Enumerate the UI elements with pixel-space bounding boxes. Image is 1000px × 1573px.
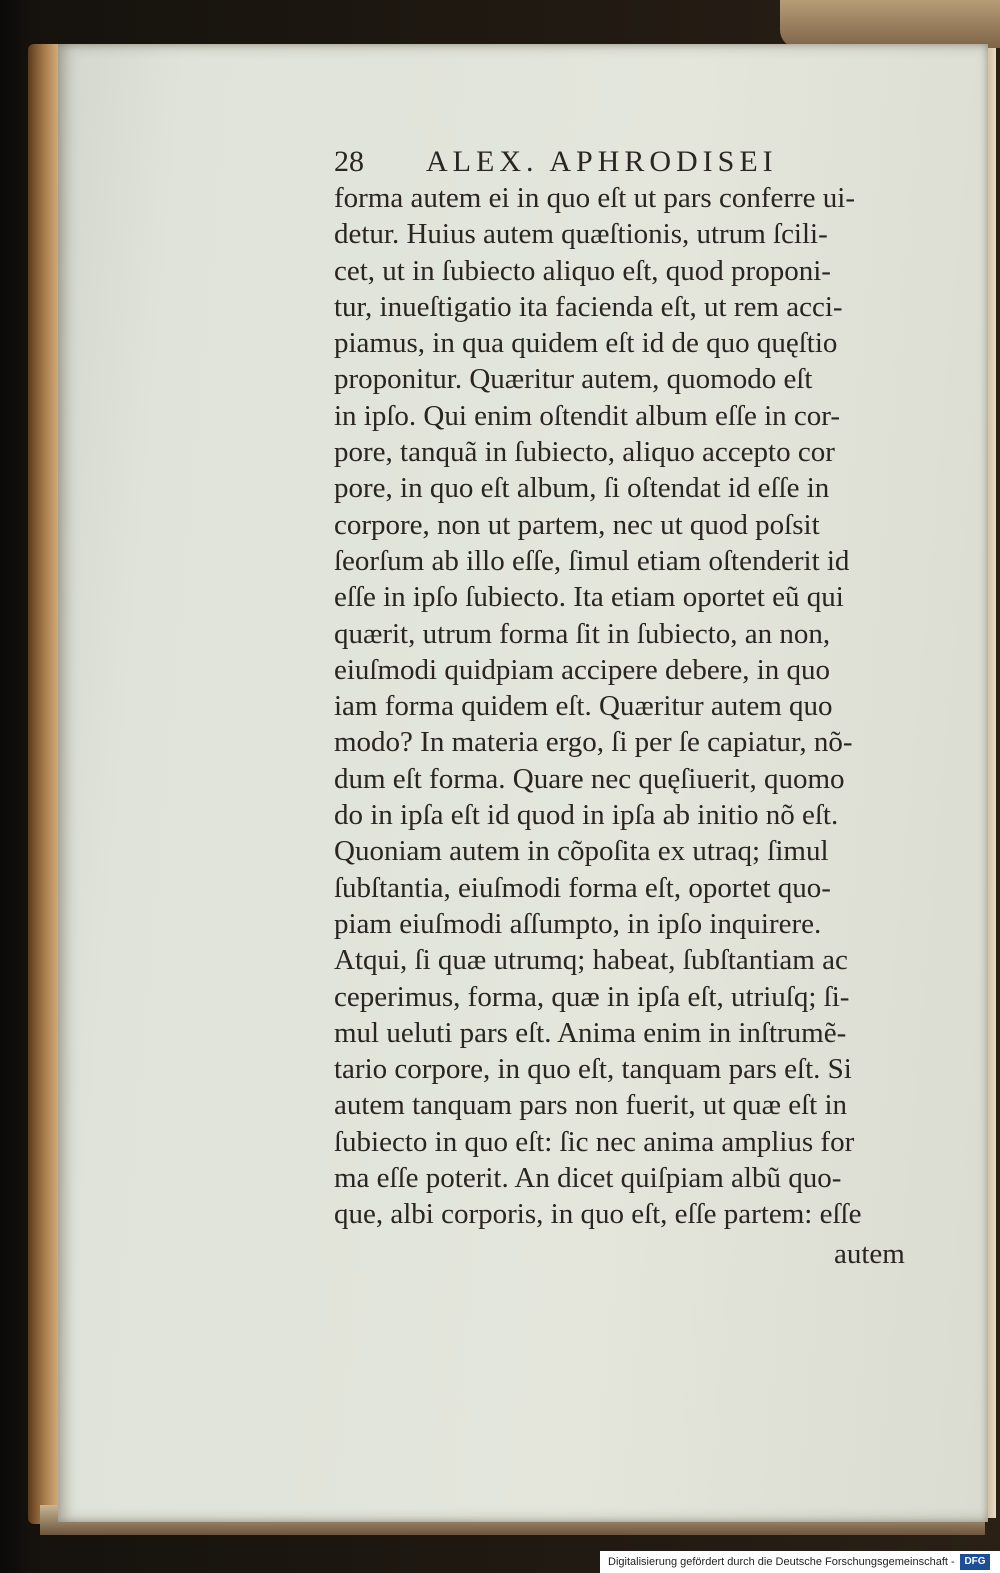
text-line: ceperimus, forma, quæ in ipſa eſt, utriuſq; ſi- (334, 980, 850, 1013)
catchword: autem (834, 1238, 905, 1270)
main-text-block (334, 180, 928, 1233)
text-line: do in ipſa eſt id quod in ipſa ab initio nõ eſt. (334, 799, 839, 832)
text-line: ſeorſum ab illo eſſe, ſimul etiam oſtenderit id (334, 544, 850, 577)
text-line: autem tanquam pars non fuerit, ut quæ eſt in (334, 1089, 848, 1122)
text-line: mul ueluti pars eſt. Anima enim in inſtrumẽ- (334, 1016, 847, 1049)
text-line: dum eſt forma. Quare nec quęſiuerit, quomo (334, 762, 845, 795)
text-line: corpore, non ut partem, nec ut quod poſsit (334, 508, 820, 541)
book-cover-edge (780, 0, 1000, 48)
text-line: iam forma quidem eſt. Quæritur autem quo (334, 690, 833, 723)
text-line: Quoniam autem in cõpoſita ex utraq; ſimul (334, 835, 829, 868)
text-line: proponitur. Quæritur autem, quomodo eſt (334, 363, 813, 396)
text-line: piam eiuſmodi aſſumpto, in ipſo inquirere. (334, 907, 822, 940)
text-line: piamus, in qua quidem eſt id de quo quęſtio (334, 327, 838, 360)
text-line: tario corpore, in quo eſt, tanquam pars eſt. Si (334, 1053, 852, 1086)
text-line: eiuſmodi quidpiam accipere debere, in quo (334, 653, 831, 686)
running-title: ALEX. APHRODISEI (426, 145, 778, 178)
text-line: ſubiecto in quo eſt: ſic nec anima amplius for (334, 1125, 855, 1158)
text-line: in ipſo. Qui enim oſtendit album eſſe in cor- (334, 399, 841, 432)
text-line: detur. Huius autem quæſtionis, utrum ſcili- (334, 218, 828, 251)
text-line: ma eſſe poterit. An dicet quiſpiam albũ quo- (334, 1162, 842, 1195)
text-line: pore, tanquã in ſubiecto, aliquo accepto cor (334, 436, 835, 469)
dfg-logo-icon[interactable]: DFG (960, 1554, 990, 1570)
funding-credit: Digitalisierung gefördert durch die Deutsche Forschungsgemeinschaft - (608, 1556, 955, 1568)
text-line: quærit, utrum forma ſit in ſubiecto, an non, (334, 617, 831, 650)
text-line: que, albi corporis, in quo eſt, eſſe partem: eſſe (334, 1198, 862, 1231)
text-line: Atqui, ſi quæ utrumq; habeat, ſubſtantiam ac (334, 944, 848, 977)
digitization-footer (600, 1551, 1000, 1573)
page-header (334, 142, 934, 182)
text-line: cet, ut in ſubiecto aliquo eſt, quod proponi- (334, 254, 831, 287)
text-line: modo? In materia ergo, ſi per ſe capiatur, nõ- (334, 726, 853, 759)
text-line: ſubſtantia, eiuſmodi forma eſt, oportet quo- (334, 871, 831, 904)
text-line: eſſe in ipſo ſubiecto. Ita etiam oportet eũ qui (334, 581, 844, 614)
text-line: forma autem ei in quo eſt ut pars conferre ui- (334, 182, 855, 214)
text-line: pore, in quo eſt album, ſi oſtendat id eſſe in (334, 472, 830, 505)
page-number: 28 (334, 145, 364, 178)
text-line: tur, inueſtigatio ita facienda eſt, ut rem acci- (334, 290, 843, 323)
